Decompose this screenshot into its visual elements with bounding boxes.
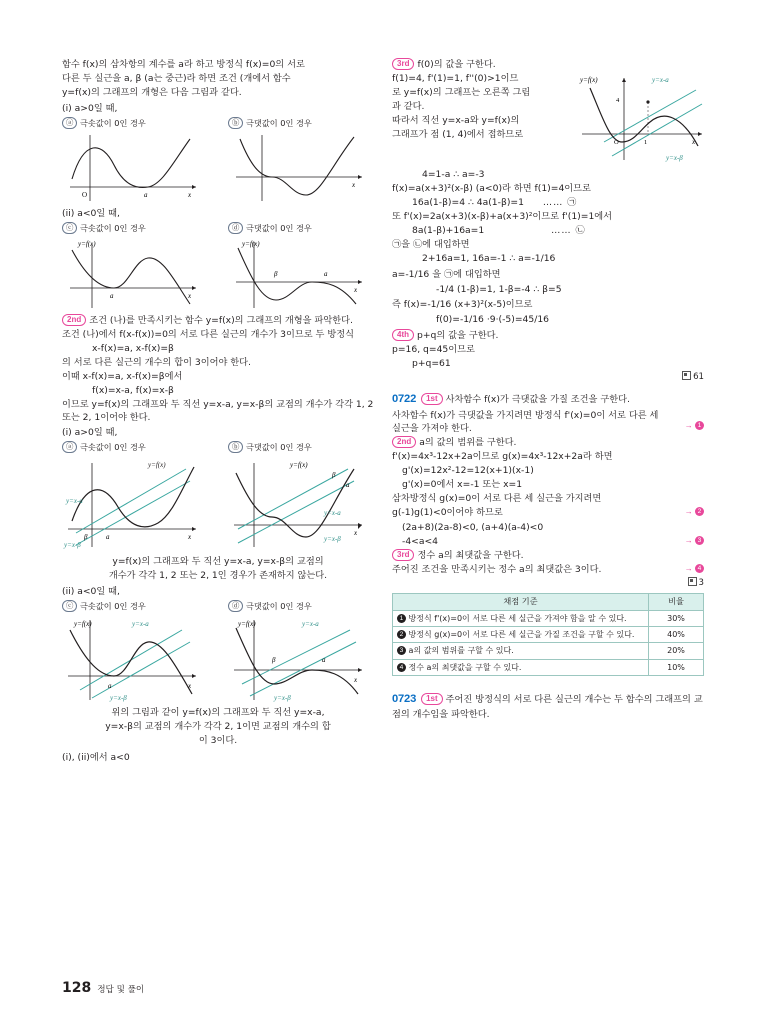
figure-b-graph xyxy=(228,131,368,203)
q0722-ref-3: → 3 xyxy=(685,535,704,546)
criteria-badge-1: 1 xyxy=(397,614,406,623)
left-body2-line1: 조건 (나)에서 f(x-f(x))=0의 서로 다른 실근의 개수가 3이므로 두 방정식 xyxy=(62,328,354,340)
svg-text:a: a xyxy=(108,681,112,690)
right-figure-graph xyxy=(578,72,706,164)
svg-text:y=f(x): y=f(x) xyxy=(78,239,96,248)
ratio-cell-3: 20% xyxy=(649,643,704,659)
criteria-cell-2 xyxy=(393,627,649,643)
criteria-cell-3 xyxy=(393,643,649,659)
figure-a2-caption xyxy=(62,441,208,454)
answer-3-value: 3 xyxy=(698,577,704,588)
grading-criteria-table xyxy=(392,593,704,676)
step-4th-badge: 4th xyxy=(392,329,414,341)
svg-text:x: x xyxy=(188,291,192,300)
svg-text:a: a xyxy=(324,269,328,278)
left-body2-line2: 의 서로 다른 실근의 개수의 합이 3이어야 한다. xyxy=(62,356,251,368)
q0722-ref-2: → 2 xyxy=(685,506,704,517)
figure-b2-marker: ⓑ xyxy=(228,441,243,453)
answer-box-icon-2 xyxy=(688,577,697,586)
right-b3: 또 f'(x)=2a(x+3)(x-β)+a(x+3)²이므로 f'(1)=1에서 xyxy=(392,211,613,223)
svg-text:x: x xyxy=(188,681,192,690)
figure-c-label: 극솟값이 0인 경우 xyxy=(80,222,146,233)
case-i-label: (i) a>0일 때, xyxy=(62,103,118,115)
figure-b2-graph xyxy=(228,455,368,551)
step-3rd-badge: 3rd xyxy=(392,58,414,70)
q0722-step-2nd-badge: 2nd xyxy=(392,436,416,448)
figure-c2-label: 극솟값이 0인 경우 xyxy=(80,600,146,611)
q0722-ref-1: → 1 xyxy=(685,420,704,431)
right-eq6: f(0)=-1/16 ·9·(-5)=45/16 xyxy=(436,313,550,325)
svg-text:y=f(x): y=f(x) xyxy=(148,460,166,469)
right-eq2: 16a(1-β)=4 ∴ 4a(1-β)=1 xyxy=(412,197,524,209)
figure-a-label: 극솟값이 0인 경우 xyxy=(80,118,146,129)
figure-b-label: 극댓값이 0인 경우 xyxy=(246,118,312,129)
concl1-line1: y=f(x)의 그래프와 두 직선 y=x-a, y=x-β의 교점의 xyxy=(112,555,324,567)
intro-line-2: 다른 두 실근을 a, β (a는 중근)라 하면 조건 (개에서 함수 xyxy=(62,73,291,85)
right-eq3: 8a(1-β)+16a=1 xyxy=(412,225,485,237)
svg-text:y=x-β: y=x-β xyxy=(64,540,81,549)
step-2nd-badge: 2nd xyxy=(62,314,86,326)
svg-text:y=f(x): y=f(x) xyxy=(242,239,260,248)
criteria-cell-4 xyxy=(393,659,649,675)
q0722-step-2nd-text: a의 값의 범위를 구한다. xyxy=(419,437,517,449)
q0722-step-3rd-badge: 3rd xyxy=(392,549,414,561)
right-b5: a=-1/16 을 ㉠에 대입하면 xyxy=(392,268,501,280)
q0722-t5: 삼차방정식 g(x)=0이 서로 다른 세 실근을 가지려면 xyxy=(392,493,602,505)
q0723-step-1st-badge: 1st xyxy=(421,693,443,705)
svg-text:a: a xyxy=(346,480,350,489)
table-row xyxy=(393,610,704,626)
svg-text:y=x-a: y=x-a xyxy=(66,496,83,505)
q0723-step-1st-text: 주어진 방정식의 서로 다른 실근의 개수는 두 함수의 그래프의 교점의 개수임을 파악한다. xyxy=(392,694,703,720)
figure-a2-marker: ⓐ xyxy=(62,441,77,453)
q0722-t7: (2a+8)(2a-8)<0, (a+4)(a-4)<0 xyxy=(402,521,544,533)
svg-text:y=x-β: y=x-β xyxy=(110,693,127,702)
svg-text:y=x-a: y=x-a xyxy=(302,619,319,628)
svg-text:y=x-a: y=x-a xyxy=(652,76,669,85)
left-column xyxy=(62,58,374,765)
answer-61-value: 61 xyxy=(693,371,704,382)
figure-d2-label: 극댓값이 0인 경우 xyxy=(246,600,312,611)
right-eq3-ref: …… ㉡ xyxy=(551,225,586,237)
figure-a2 xyxy=(62,441,208,551)
figure-b-marker: ⓑ xyxy=(228,117,243,129)
svg-text:x: x xyxy=(354,285,358,294)
right-step3 xyxy=(392,58,704,71)
figure-d xyxy=(228,222,374,310)
figure-c2 xyxy=(62,600,208,702)
q0722-step2 xyxy=(392,436,704,449)
svg-text:1: 1 xyxy=(644,139,648,147)
figure-d2-caption xyxy=(228,600,374,613)
answer-61 xyxy=(392,371,704,383)
criteria-text-3: a의 값의 범위를 구할 수 있다. xyxy=(408,646,514,656)
ratio-cell-4: 10% xyxy=(649,659,704,675)
right-eq1: 4=1-a ∴ a=-3 xyxy=(422,169,485,181)
concl1-line2: 개수가 각각 1, 2 또는 2, 1인 경우가 존재하지 않는다. xyxy=(108,569,328,581)
figure-a xyxy=(62,117,208,203)
question-0723-header xyxy=(392,692,704,721)
table-header-row xyxy=(393,594,704,611)
svg-text:x: x xyxy=(354,528,358,537)
question-0722-header xyxy=(392,392,704,408)
concl2-line2: y=x-β의 교점의 개수가 각각 2, 1이면 교점의 개수의 합 xyxy=(105,720,331,732)
answer-3 xyxy=(392,577,704,589)
figure-row-3 xyxy=(62,441,374,551)
case-ii-label: (ii) a<0일 때, xyxy=(62,207,120,219)
figure-b2-caption xyxy=(228,441,374,454)
figure-d-label: 극댓값이 0인 경우 xyxy=(246,222,312,233)
right-b6: 즉 f(x)=-1/16 (x+3)²(x-5)이므로 xyxy=(392,298,533,310)
svg-text:a: a xyxy=(144,190,148,199)
q0722-step-1st-badge: 1st xyxy=(421,393,443,405)
q0722-t8: -4<a<4 xyxy=(402,535,439,547)
ratio-cell-1: 30% xyxy=(649,610,704,626)
left-body2-eq1: x-f(x)=a, x-f(x)=β xyxy=(92,342,174,354)
q0722-ref-4: → 4 xyxy=(685,563,704,574)
figure-d2-graph xyxy=(228,614,368,702)
page-number: 128 xyxy=(62,980,92,996)
case-i2-label: (i) a>0일 때, xyxy=(62,427,118,439)
criteria-badge-4: 4 xyxy=(397,663,406,672)
figure-c-marker: ⓒ xyxy=(62,222,77,234)
q0722-step-1st-text: 사차함수 f(x)가 극댓값을 가질 조건을 구한다. xyxy=(445,394,630,406)
svg-text:O: O xyxy=(82,190,88,199)
ratio-header: 비율 xyxy=(649,594,704,611)
figure-c2-graph xyxy=(62,614,202,702)
svg-text:y=x-β: y=x-β xyxy=(324,534,341,543)
question-0722-number: 0722 xyxy=(392,393,417,406)
svg-text:β: β xyxy=(84,532,88,541)
svg-text:a: a xyxy=(106,532,110,541)
step-3rd-text: f(0)의 값을 구한다. xyxy=(417,59,496,70)
figure-d2 xyxy=(228,600,374,702)
svg-text:y=f(x): y=f(x) xyxy=(580,76,598,85)
figure-c2-marker: ⓒ xyxy=(62,600,77,612)
q0722-t4: g'(x)=0에서 x=-1 또는 x=1 xyxy=(402,479,523,491)
right-eq4: 2+16a=1, 16a=-1 ∴ a=-1/16 xyxy=(422,253,556,265)
right-column xyxy=(392,58,704,722)
right-b1-l3: 과 같다. xyxy=(392,101,425,113)
criteria-cell-1 xyxy=(393,610,649,626)
right-eq3-row xyxy=(392,224,704,237)
svg-text:β: β xyxy=(274,269,278,278)
q0722-step3 xyxy=(392,549,704,562)
q0722-t6: g(-1)g(1)<0이어야 하므로 xyxy=(392,507,503,519)
figure-b2 xyxy=(228,441,374,551)
question-0723-number: 0723 xyxy=(392,693,417,706)
figure-a2-graph xyxy=(62,455,202,551)
svg-text:a: a xyxy=(322,655,326,664)
figure-d-caption xyxy=(228,222,374,235)
criteria-badge-2: 2 xyxy=(397,630,406,639)
svg-text:y=x-β: y=x-β xyxy=(274,693,291,702)
figure-a-graph xyxy=(62,131,202,203)
figure-c-graph xyxy=(62,236,202,310)
right-b1-l1: f(1)=4, f'(1)=1, f''(0)>1이므 xyxy=(392,73,519,85)
figure-c2-caption xyxy=(62,600,208,613)
svg-text:y=x-a: y=x-a xyxy=(324,508,341,517)
figure-a2-label: 극솟값이 0인 경우 xyxy=(80,442,146,453)
svg-text:x: x xyxy=(188,532,192,541)
table-row xyxy=(393,659,704,675)
svg-text:y=f(x): y=f(x) xyxy=(290,460,308,469)
figure-b2-label: 극댓값이 0인 경우 xyxy=(246,442,312,453)
right-step4 xyxy=(392,329,704,342)
left-step2 xyxy=(62,314,374,327)
svg-text:x: x xyxy=(188,190,192,199)
page-footer xyxy=(62,977,144,996)
q0722-t9: 주어진 조건을 만족시키는 정수 a의 최댓값은 3이다. xyxy=(392,563,602,575)
figure-row-2 xyxy=(62,222,374,310)
svg-text:y=x-β: y=x-β xyxy=(666,154,683,163)
concl2-line3: 이 3이다. xyxy=(198,734,238,746)
step-2nd-text: 조건 (나)를 만족시키는 함수 y=f(x)의 그래프의 개형을 파악한다. xyxy=(89,314,353,326)
figure-b xyxy=(228,117,374,203)
figure-a-marker: ⓐ xyxy=(62,117,77,129)
svg-text:a: a xyxy=(110,291,114,300)
criteria-text-1: 방정식 f'(x)=0이 서로 다른 세 실근을 가져야 함을 알 수 있다. xyxy=(408,613,627,623)
intro-line-1: 함수 f(x)의 삼차항의 계수를 a라 하고 방정식 f(x)=0의 서로 xyxy=(62,59,305,70)
figure-row-1 xyxy=(62,117,374,203)
svg-text:β: β xyxy=(332,470,336,479)
q0722-t2: f'(x)=4x³-12x+2a이므로 g(x)=4x³-12x+2a라 하면 xyxy=(392,451,613,463)
intro-line-3: y=f(x)의 그래프의 개형은 다음 그림과 같다. xyxy=(62,87,242,99)
right-b1-l2: 로 y=f(x)의 그래프는 오른쪽 그림 xyxy=(392,87,531,99)
criteria-text-4: 정수 a의 최댓값을 구할 수 있다. xyxy=(408,662,522,672)
figure-c xyxy=(62,222,208,310)
svg-text:4: 4 xyxy=(616,97,620,105)
figure-a-caption xyxy=(62,117,208,130)
svg-text:x: x xyxy=(354,675,358,684)
q0722-step-3rd-text: 정수 a의 최댓값을 구한다. xyxy=(417,549,524,561)
ratio-cell-2: 40% xyxy=(649,627,704,643)
figure-d2-marker: ⓓ xyxy=(228,600,243,612)
svg-text:y=x-a: y=x-a xyxy=(132,619,149,628)
table-row xyxy=(393,643,704,659)
left-body2-line3: 이때 x-f(x)=a, x-f(x)=β에서 xyxy=(62,370,183,382)
q0722-t1: 사차함수 f(x)가 극댓값을 가지려면 방정식 f'(x)=0이 서로 다른 세 실근을 가져야 한다. xyxy=(392,410,659,435)
figure-d-marker: ⓓ xyxy=(228,222,243,234)
concl2-line1: 위의 그림과 같이 y=f(x)의 그래프와 두 직선 y=x-a, xyxy=(111,706,325,718)
right-b8: p+q=61 xyxy=(412,357,451,369)
right-b7: p=16, q=45이므로 xyxy=(392,343,475,355)
concl3: (i), (ii)에서 a<0 xyxy=(62,751,130,763)
svg-text:x: x xyxy=(352,180,356,189)
figure-d-graph xyxy=(228,236,368,310)
svg-text:y=f(x): y=f(x) xyxy=(74,619,92,628)
right-eq2-ref: …… ㉠ xyxy=(542,197,578,209)
svg-text:β: β xyxy=(272,655,276,664)
answer-box-icon xyxy=(682,371,691,380)
right-eq2-row xyxy=(392,196,704,209)
criteria-text-2: 방정식 g(x)=0이 서로 다른 세 실근을 가질 조건을 구할 수 있다. xyxy=(408,630,635,639)
criteria-header: 채점 기준 xyxy=(393,594,649,611)
figure-row-4 xyxy=(62,600,374,702)
svg-text:y=f(x): y=f(x) xyxy=(238,619,256,628)
right-b2: f(x)=a(x+3)²(x-β) (a<0)라 하면 f(1)=4이므로 xyxy=(392,183,591,195)
table-row xyxy=(393,627,704,643)
right-eq5: -1/4 (1-β)=1, 1-β=-4 ∴ β=5 xyxy=(436,283,562,295)
left-body2-eq2: f(x)=x-a, f(x)=x-β xyxy=(92,384,174,396)
right-b4: ㉠을 ㉡에 대입하면 xyxy=(392,239,470,251)
svg-text:x: x xyxy=(692,138,696,147)
svg-text:O: O xyxy=(614,139,619,147)
left-body2-line4: 이므로 y=f(x)의 그래프와 두 직선 y=x-a, y=x-β의 교점의 개수가 각각 1, 2 또는 2, 1이어야 한다. xyxy=(62,398,374,424)
right-b1-l4: 따라서 직선 y=x-a와 y=f(x)의 xyxy=(392,115,520,127)
footer-label: 정답 및 풀이 xyxy=(97,985,145,995)
case-ii2-label: (ii) a<0일 때, xyxy=(62,585,120,597)
figure-c-caption xyxy=(62,222,208,235)
figure-b-caption xyxy=(228,117,374,130)
q0722-t3: g'(x)=12x²-12=12(x+1)(x-1) xyxy=(402,465,534,477)
criteria-badge-3: 3 xyxy=(397,646,406,655)
right-b1-l5: 그래프가 점 (1, 4)에서 접하므로 xyxy=(392,129,524,141)
step-4th-text: p+q의 값을 구한다. xyxy=(417,329,499,341)
